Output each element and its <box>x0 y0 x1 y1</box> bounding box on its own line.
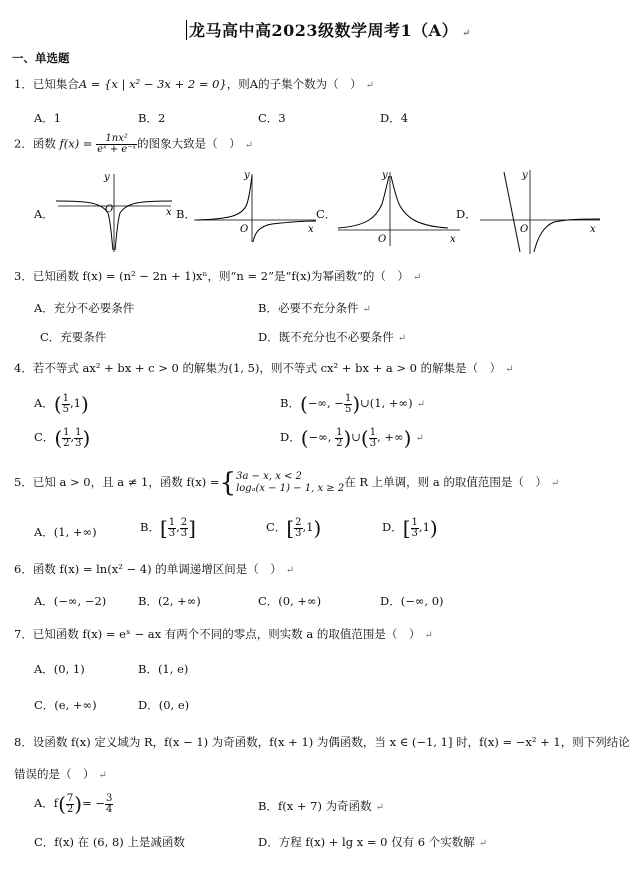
question-5-stem: 5．已知 a > 0，且 a ≠ 1，函数 f(x) ={3a − x, x < 2 logₐ(x − 1) − 1, x ≥ 2在 R 上单调，则 a 的取值范围是（ ） ↵ <box>14 468 560 498</box>
q5-option-b: B．[ $\frac{1}{3}$ , $\frac{2}{3}$ ] <box>140 516 196 540</box>
q7-option-a: A．(0, 1) <box>34 662 85 676</box>
q5-option-a: A．(1, +∞) <box>34 525 97 539</box>
q2-c-y-label: y <box>382 170 388 181</box>
q2-graph-d <box>476 164 606 256</box>
q2-c-origin: O <box>378 234 387 245</box>
q8-option-a: A．f( $\frac{7}{2}$ )= − $\frac{3}{4}$ <box>34 792 113 816</box>
q2-b-y-label: y <box>244 170 250 181</box>
question-1-stem: 1．已知集合A = {x | x² − 3x + 2 = 0}，则A的子集个数为（ ） ↵ <box>14 77 374 91</box>
q8-option-b: B．f(x + 7) 为奇函数 ↵ <box>258 799 384 813</box>
q2-label-a: A． <box>34 207 54 221</box>
q2-c-x-label: x <box>450 234 456 245</box>
question-8-stem-line-1: 8．设函数 f(x) 定义域为 R，f(x − 1) 为奇函数，f(x + 1) 为偶函数，当 x ∈ (−1, 1] 时，f(x) = −x² + 1，则下列结论 <box>14 735 630 749</box>
q6-option-a: A．(−∞, −2) <box>34 594 107 608</box>
q2-graph-b <box>190 166 320 244</box>
q1-option-d: D．4 <box>380 111 409 125</box>
q1-option-a: A．1 <box>34 111 62 125</box>
q1-option-c: C．3 <box>258 111 286 125</box>
q2-label-c: C． <box>316 207 337 221</box>
q3-option-a: A．充分不必要条件 <box>34 301 135 315</box>
q2-fraction: $\frac{\text{1nx²}}{\text{eˣ + e⁻ˣ}}$ <box>97 133 137 155</box>
q4-option-c: C．( $\frac{1}{2}$ , $\frac{1}{3}$ ) <box>34 426 91 450</box>
page-title: 龙马高中高2023级数学周考1（A） ↵ <box>186 18 471 41</box>
q2-graph-c <box>336 166 466 248</box>
q2-a-x-label: x <box>166 207 172 218</box>
question-4-stem: 4．若不等式 ax² + bx + c > 0 的解集为(1, 5)，则不等式 cx² + bx + a > 0 的解集是（ ） ↵ <box>14 361 514 375</box>
q7-option-d: D．(0, e) <box>138 698 190 712</box>
q8-option-d: D．方程 f(x) + lg x = 0 仅有 6 个实数解 ↵ <box>258 835 488 849</box>
section-heading: 一、单选题 <box>12 51 70 65</box>
q7-option-c: C．(e, +∞) <box>34 698 97 712</box>
q2-label-d: D． <box>456 207 477 221</box>
q3-option-b: B．必要不充分条件 ↵ <box>258 301 371 315</box>
q2-a-origin: O <box>105 204 114 215</box>
q2-d-origin: O <box>520 224 529 235</box>
q4-option-a: A．( $\frac{1}{5}$ ,1) <box>34 392 89 416</box>
q4-option-b: B．(−∞, − $\frac{1}{5}$ )∪(1, +∞) ↵ <box>280 392 425 416</box>
q2-b-origin: O <box>240 224 249 235</box>
question-7-stem: 7．已知函数 f(x) = eˣ − ax 有两个不同的零点，则实数 a 的取值范围是（ ） ↵ <box>14 627 433 641</box>
q3-option-d: D．既不充分也不必要条件 ↵ <box>258 330 407 344</box>
q3-option-c: C．充要条件 <box>40 330 107 344</box>
q1-option-b: B．2 <box>138 111 166 125</box>
q5-option-d: D．[ $\frac{1}{3}$ ,1) <box>382 516 438 540</box>
question-2-stem: 2．函数 f(x) = $\frac{\text{1nx²}}{\text{eˣ + e⁻ˣ}}$ 的图象大致是（ ） ↵ <box>14 133 253 155</box>
question-6-stem: 6．函数 f(x) = ln(x² − 4) 的单调递增区间是（ ） ↵ <box>14 562 295 576</box>
q5-option-c: C．[ $\frac{2}{3}$ ,1) <box>266 516 322 540</box>
q2-label-b: B． <box>176 207 196 221</box>
q2-b-x-label: x <box>308 224 314 235</box>
q6-option-c: C．(0, +∞) <box>258 594 322 608</box>
question-3-stem: 3．已知函数 f(x) = (n² − 2n + 1)xⁿ，则“n = 2”是“f(x)为幂函数”的（ ） ↵ <box>14 269 422 283</box>
q6-option-d: D．(−∞, 0) <box>380 594 444 608</box>
q4-option-d: D．(−∞, $\frac{1}{2}$ )∪( $\frac{1}{3}$ , +∞) ↵ <box>280 426 424 450</box>
q8-option-c: C．f(x) 在 (6, 8) 上是减函数 <box>34 835 185 849</box>
q2-graph-a <box>56 168 176 254</box>
q2-d-y-label: y <box>522 170 528 181</box>
q6-option-b: B．(2, +∞) <box>138 594 201 608</box>
question-8-stem-line-2: 错误的是（ ） ↵ <box>14 767 107 781</box>
q7-option-b: B．(1, e) <box>138 662 189 676</box>
q2-a-y-label: y <box>104 172 110 183</box>
q2-d-x-label: x <box>590 224 596 235</box>
